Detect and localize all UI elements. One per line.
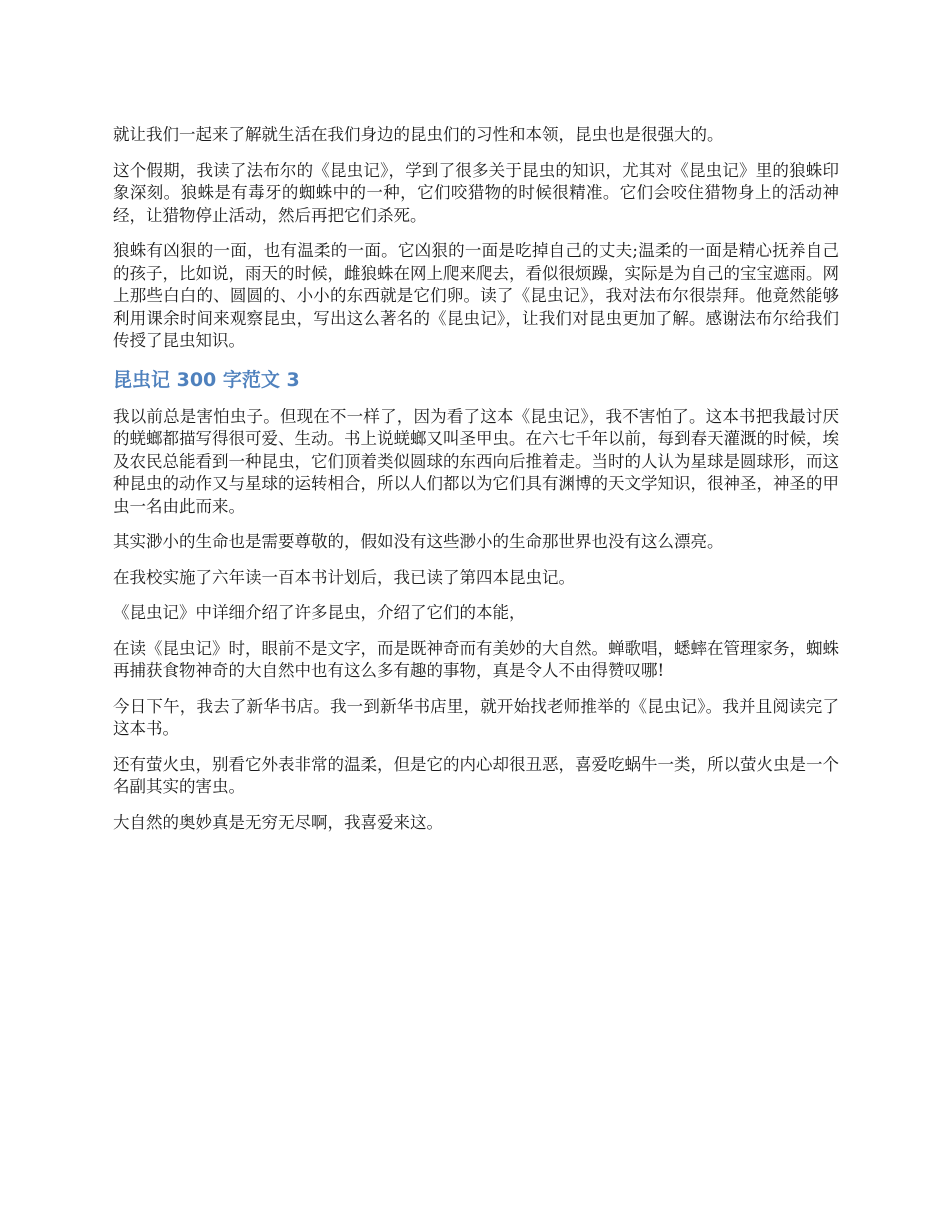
paragraph: 狼蛛有凶狠的一面，也有温柔的一面。它凶狠的一面是吃掉自己的丈夫;温柔的一面是精心抚养自己的孩子，比如说，雨天的时候，雌狼蛛在网上爬来爬去，看似很烦躁，实际是为自己的宝宝遮雨。网上那些白白的、圆圆的、小小的东西就是它们卵。读了《昆虫记》，我对法布尔很崇拜。他竟然能够利用课余时间来观察昆虫，写出这么著名的《昆虫记》，让我们对昆虫更加了解。感谢法布尔给我们传授了昆虫知识。 — [113, 241, 839, 350]
paragraph: 还有萤火虫，别看它外表非常的温柔，但是它的内心却很丑恶，喜爱吃蜗牛一类，所以萤火虫是一个名副其实的害虫。 — [113, 754, 839, 796]
paragraph: 在读《昆虫记》时，眼前不是文字，而是既神奇而有美妙的大自然。蝉歌唱，蟋蟀在管理家务，蜘蛛再捕获食物神奇的大自然中也有这么多有趣的事物，真是令人不由得赞叹哪! — [113, 638, 839, 680]
paragraph: 《昆虫记》中详细介绍了许多昆虫，介绍了它们的本能， — [113, 603, 526, 622]
paragraph: 今日下午，我去了新华书店。我一到新华书店里，就开始找老师推举的《昆虫记》。我并且阅读完了这本书。 — [113, 696, 839, 738]
paragraph: 其实渺小的生命也是需要尊敬的，假如没有这些渺小的生命那世界也没有这么漂亮。 — [113, 532, 724, 551]
paragraph: 就让我们一起来了解就生活在我们身边的昆虫们的习性和本领，昆虫也是很强大的。 — [113, 125, 724, 144]
paragraph: 在我校实施了六年读一百本书计划后，我已读了第四本昆虫记。 — [113, 567, 575, 587]
paragraph: 这个假期，我读了法布尔的《昆虫记》，学到了很多关于昆虫的知识，尤其对《昆虫记》里的狼蛛印象深刻。狼蛛是有毒牙的蜘蛛中的一种，它们咬猎物的时候很精准。它们会咬住猎物身上的活动神经，让猎物停止活动，然后再把它们杀死。 — [113, 160, 839, 225]
paragraph: 大自然的奥妙真是无穷无尽啊，我喜爱来这。 — [113, 812, 443, 832]
document-page — [113, 124, 839, 847]
section-heading: 昆虫记 300 字范文 3 — [113, 368, 300, 391]
paragraph: 我以前总是害怕虫子。但现在不一样了，因为看了这本《昆虫记》，我不害怕了。这本书把我最讨厌的蜣螂都描写得很可爱、生动。书上说蜣螂又叫圣甲虫。在六七千年以前，每到春天灌溉的时候，埃及农民总能看到一种昆虫，它们顶着类似圆球的东西向后推着走。当时的人认为星球是圆球形，而这种昆虫的动作又与星球的运转相合，所以人们都以为它们具有渊博的天文学知识，很神圣，神圣的甲虫一名由此而来。 — [113, 406, 839, 516]
